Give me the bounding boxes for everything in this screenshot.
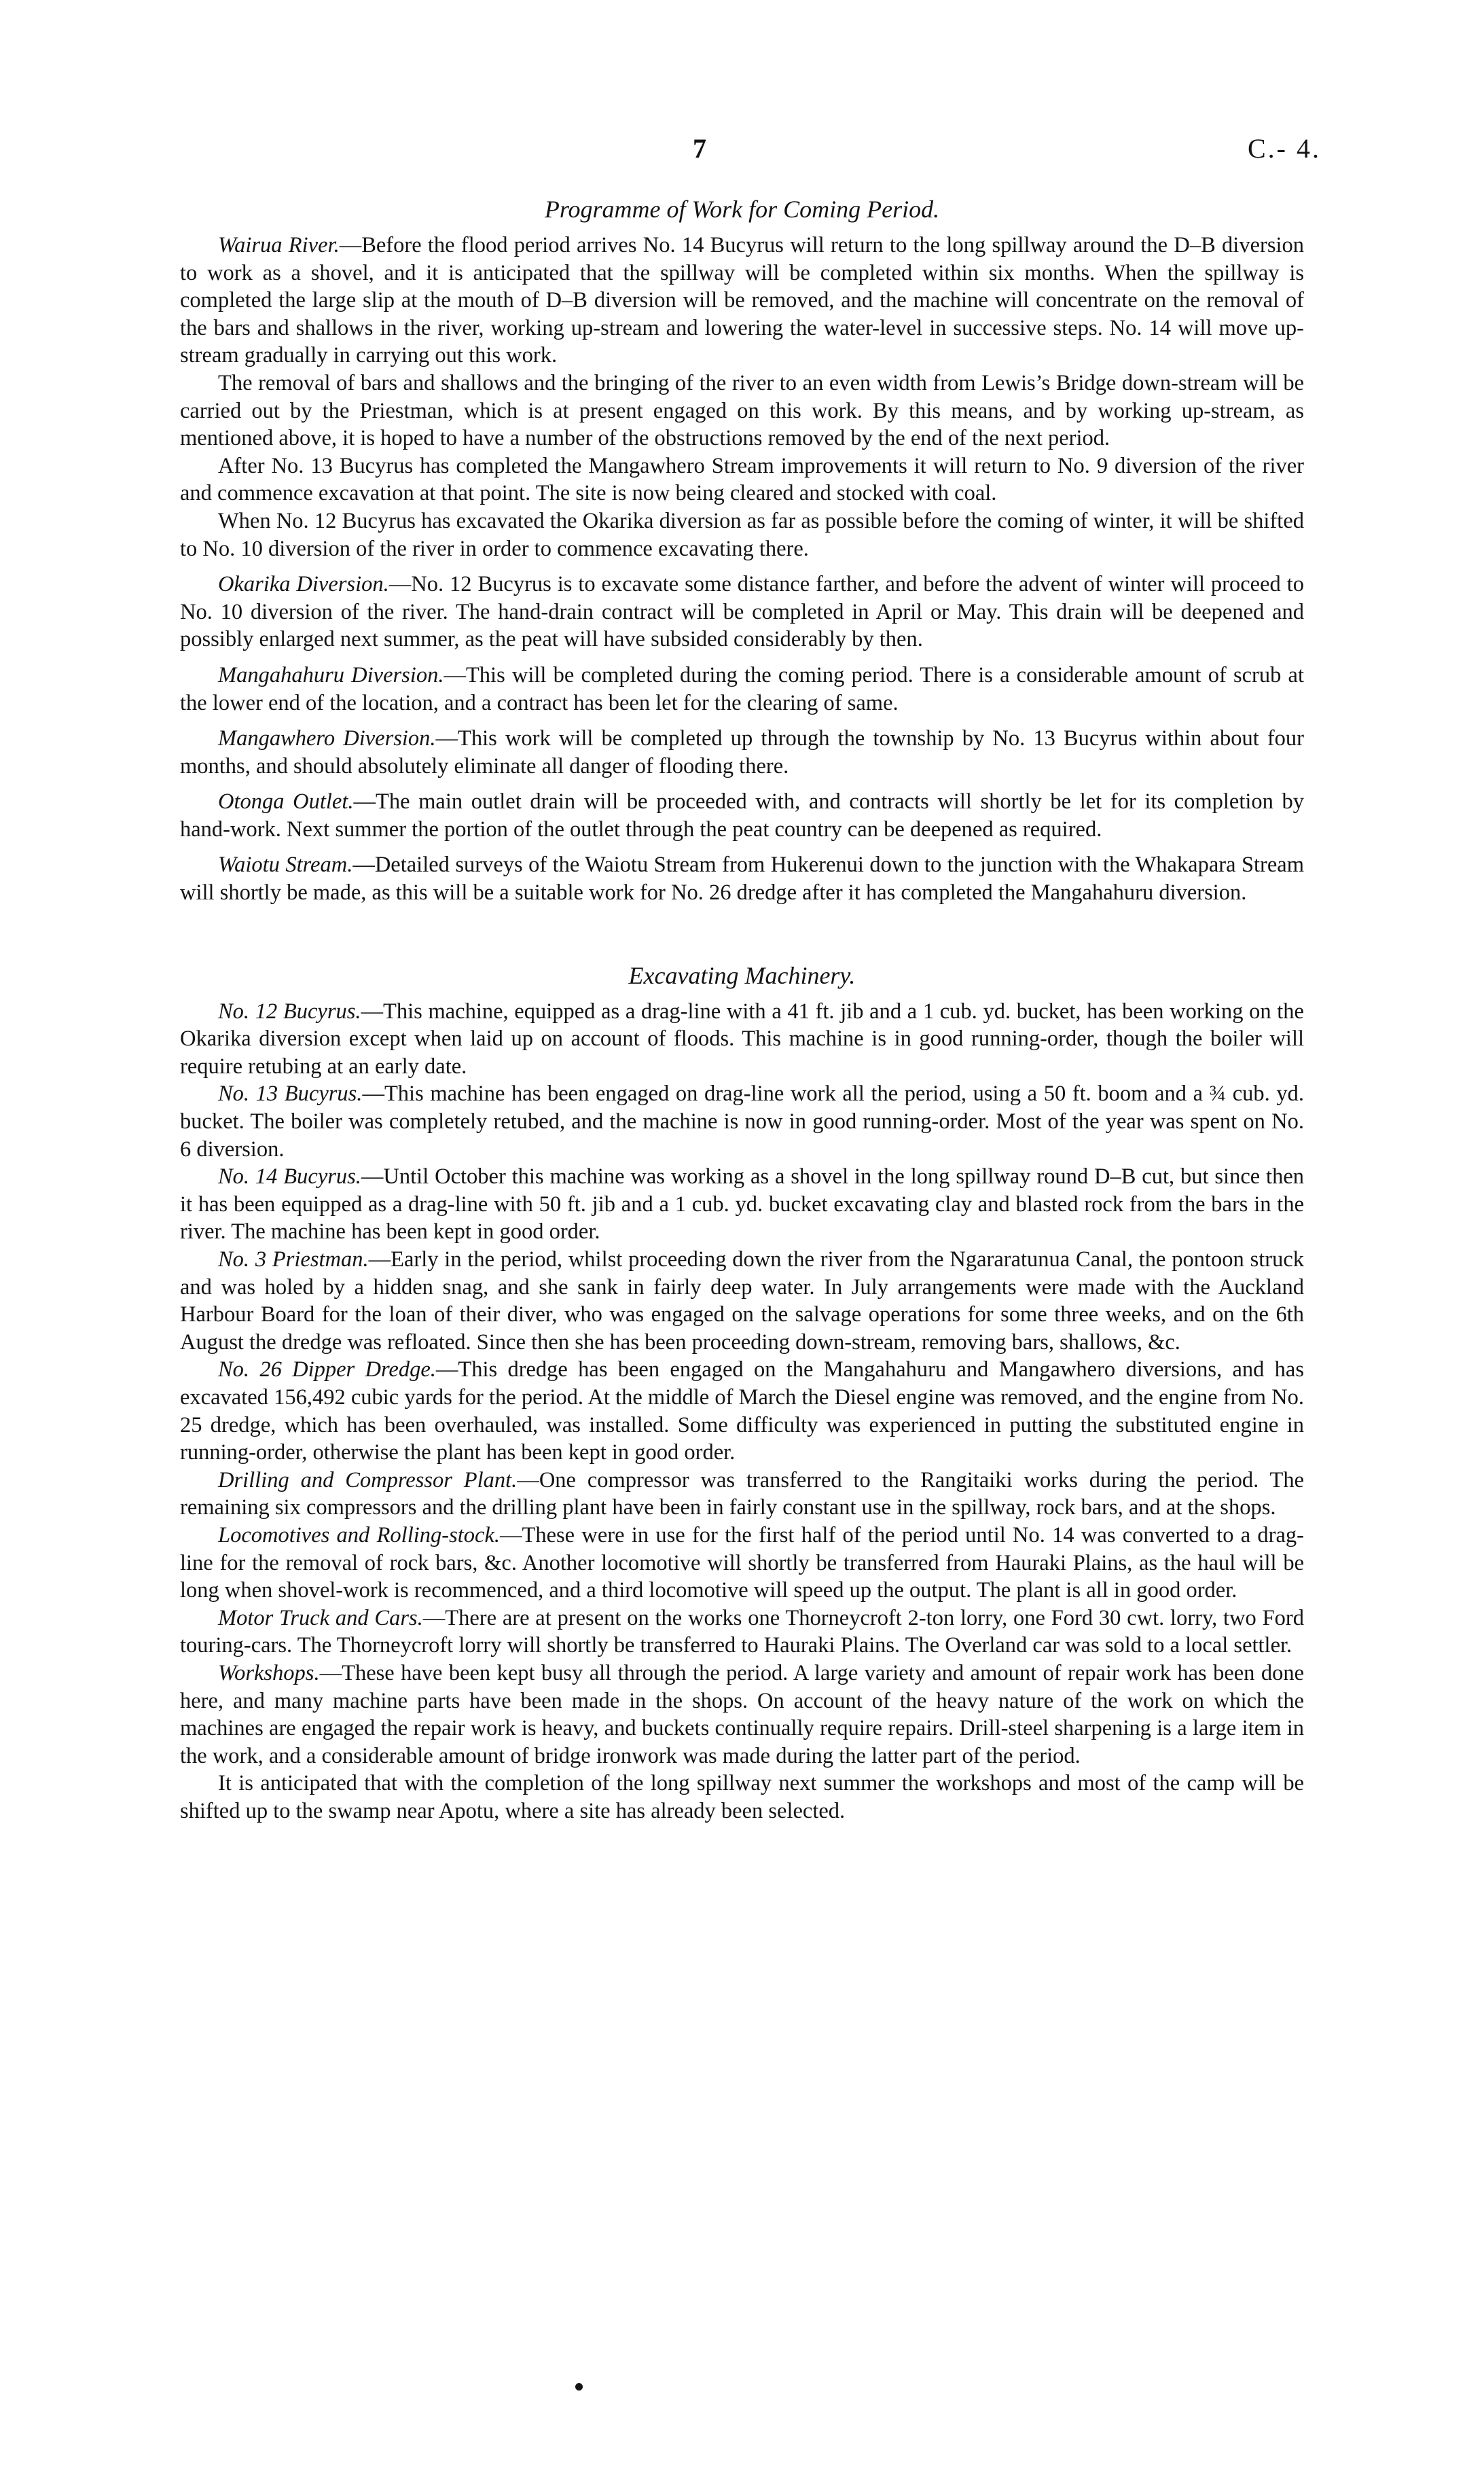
paragraph-lead: No. 12 Bucyrus. <box>218 999 361 1024</box>
paragraph-text: —This will be completed during the coming period. There is a considerable amount of scrub at the lower end of the location, and a contract has been let for the clearing of same. <box>180 662 1304 715</box>
paragraph-text: —Before the flood period arrives No. 14 Bucyrus will return to the long spillway around the D–B diversion to work as a shovel, and it is anticipated that the spillway will be completed within six months. When the spillway is completed the large slip at the mouth of D–B diversion will be removed, and the machine will concentrate on the removal of the bars and shallows in the river, working up-stream and lowering the water-level in successive steps. No. 14 will move up-stream gradually in carrying out this work. <box>180 233 1304 368</box>
paragraph-wairua-river <box>180 232 1304 370</box>
ink-dot <box>575 2383 583 2391</box>
paragraph-text: After No. 13 Bucyrus has completed the Mangawhero Stream improvements it will return to No. 9 diversion of the river and commence excavation at that point. The site is now being cleared and stocked with coal. <box>180 453 1304 506</box>
paragraph-drilling-compressor <box>180 1467 1304 1522</box>
paragraph-lead: Wairua River. <box>218 233 340 257</box>
paragraph-no14-bucyrus <box>180 1163 1304 1246</box>
body-column <box>180 194 1304 1825</box>
paragraph-okarika-diversion <box>180 571 1304 654</box>
paragraph-no26-dipper-dredge <box>180 1356 1304 1466</box>
page-number: 7 <box>693 133 708 164</box>
paragraph-lead: Locomotives and Rolling-stock. <box>218 1522 500 1547</box>
paragraph-text: —Until October this machine was working as a shovel in the long spillway round D–B cut, but since then it has been equipped as a drag-line with 50 ft. jib and a 1 cub. yd. bucket excavating clay and blasted rock from the bars in the river. The machine has been kept in good order. <box>180 1164 1304 1245</box>
paragraph-text: —The main outlet drain will be proceeded with, and contracts will shortly be let for its completion by hand-work. Next summer the portion of the outlet through the peat country can be deepened as required. <box>180 789 1305 842</box>
paragraph-lead: No. 3 Priestman. <box>218 1247 369 1272</box>
paragraph-priestman-bars <box>180 370 1304 452</box>
paragraph-camp-shift <box>180 1770 1304 1825</box>
machinery-heading: Excavating Machinery. <box>628 961 856 989</box>
paragraph-text: It is anticipated that with the completion of the long spillway next summer the workshops and most of the camp will be shifted up to the swamp near Apotu, where a site has already been selected. <box>180 1771 1304 1823</box>
paragraph-lead: Mangawhero Diversion. <box>218 726 436 751</box>
paragraph-workshops <box>180 1660 1304 1770</box>
paragraph-text: —This work will be completed up through the township by No. 13 Bucyrus within about four months, and should absolutely eliminate all danger of flooding there. <box>180 726 1305 779</box>
paragraph-lead: Otonga Outlet. <box>218 789 354 815</box>
paragraph-lead: Mangahahuru Diversion. <box>218 662 444 687</box>
paragraph-motor-truck-cars <box>180 1605 1304 1660</box>
paragraph-no12-shift <box>180 507 1304 562</box>
paragraph-lead: Drilling and Compressor Plant. <box>218 1467 518 1492</box>
paragraph-mangahahuru-diversion <box>180 662 1304 717</box>
paragraph-no13-return <box>180 452 1304 507</box>
paragraph-text: —Detailed surveys of the Waiotu Stream from Hukerenui down to the junction with the Whakapara Stream will shortly be made, as this will be a suitable work for No. 26 dredge after it has completed the Mangahahuru diversion. <box>180 853 1304 906</box>
paragraph-waiotu-stream <box>180 851 1304 906</box>
paragraph-text: —These were in use for the first half of the period until No. 14 was converted to a drag-line for the removal of rock bars, &c. Another locomotive will shortly be transferred from Hauraki Plains, as the haul will be long when shovel-work is recommenced, and a third locomotive will speed up the output. The plant is all in good order. <box>180 1522 1304 1603</box>
paragraph-otonga-outlet <box>180 788 1304 843</box>
paragraph-text: —This dredge has been engaged on the Mangahahuru and Mangawhero diversions, and has excavated 156,492 cubic yards for the period. At the middle of March the Diesel engine was removed, and the engine from No. 25 dredge, which has been overhauled, was installed. Some difficulty was experienced in putting the substituted engine in running-order, otherwise the plant has been kept in good order. <box>180 1357 1305 1465</box>
paragraph-text: —These have been kept busy all through the period. A large variety and amount of repair work has been done here, and many machine parts have been made in the shops. On account of the heavy nature of the work on which the machines are engaged the repair work is heavy, and buckets continually require repairs. Drill-steel sharpening is a large item in the work, and a considerable amount of bridge ironwork was made during the latter part of the period. <box>180 1660 1304 1768</box>
paragraph-text: —This machine, equipped as a drag-line with a 41 ft. jib and a 1 cub. yd. bucket, has been working on the Okarika diversion except when laid up on account of floods. This machine is in good running-order, though the boiler will require retubing at an early date. <box>180 999 1304 1079</box>
paragraph-text: When No. 12 Bucyrus has excavated the Okarika diversion as far as possible before the coming of winter, it will be shifted to No. 10 diversion of the river in order to commence excavating there. <box>180 508 1304 561</box>
paragraph-lead: No. 14 Bucyrus. <box>218 1164 361 1189</box>
paragraph-no13-bucyrus <box>180 1080 1304 1163</box>
paragraph-lead: No. 26 Dipper Dredge. <box>218 1357 436 1382</box>
paragraph-lead: Workshops. <box>218 1660 320 1685</box>
paragraph-no3-priestman <box>180 1246 1304 1356</box>
paragraph-mangawhero-diversion <box>180 725 1304 780</box>
paragraph-lead: Waiotu Stream. <box>218 853 353 878</box>
paragraph-text: —There are at present on the works one Thorneycroft 2-ton lorry, one Ford 30 cwt. lorry, two Ford touring-cars. The Thorneycroft lorry will shortly be transferred to Hauraki Plains. The Overland car was sold to a local settler. <box>180 1605 1304 1658</box>
paragraph-locomotives <box>180 1522 1304 1605</box>
paragraph-text: —This machine has been engaged on drag-line work all the period, using a 50 ft. boom and a ¾ cub. yd. bucket. The boiler was completely retubed, and the machine is now in good running-order. Most of the year was spent on No. 6 diversion. <box>180 1081 1304 1162</box>
paragraph-lead: Motor Truck and Cars. <box>218 1605 423 1630</box>
paragraph-text: —Early in the period, whilst proceeding down the river from the Ngararatunua Canal, the pontoon struck and was holed by a hidden snag, and she sank in fairly deep water. In July arrangements were made with the Auckland Harbour Board for the loan of their diver, who was engaged on the salvage operations for some three weeks, and on the 6th August the dredge was refloated. Since then she has been proceeding down-stream, removing bars, shallows, &c. <box>180 1247 1304 1355</box>
programme-heading: Programme of Work for Coming Period. <box>544 196 940 223</box>
paragraph-text: The removal of bars and shallows and the bringing of the river to an even width from Lewis’s Bridge down-stream will be carried out by the Priestman, which is at present engaged on this work. By this means, and by working up-stream, as mentioned above, it is hoped to have a number of the obstructions removed by the end of the next period. <box>180 370 1304 451</box>
paragraph-lead: No. 13 Bucyrus. <box>218 1081 363 1107</box>
paragraph-lead: Okarika Diversion. <box>218 572 389 597</box>
paragraph-text: —No. 12 Bucyrus is to excavate some distance farther, and before the advent of winter will proceed to No. 10 diversion of the river. The hand-drain contract will be completed in April or May. This drain will be deepened and possibly enlarged next summer, as the peat will have subsided considerably by then. <box>180 572 1304 652</box>
paragraph-text: —One compressor was transferred to the Rangitaiki works during the period. The remaining six compressors and the drilling plant have been in fairly constant use in the spillway, rock bars, and at the shops. <box>180 1467 1304 1520</box>
paragraph-no12-bucyrus <box>180 998 1304 1081</box>
document-code: C.- 4. <box>1248 133 1321 164</box>
